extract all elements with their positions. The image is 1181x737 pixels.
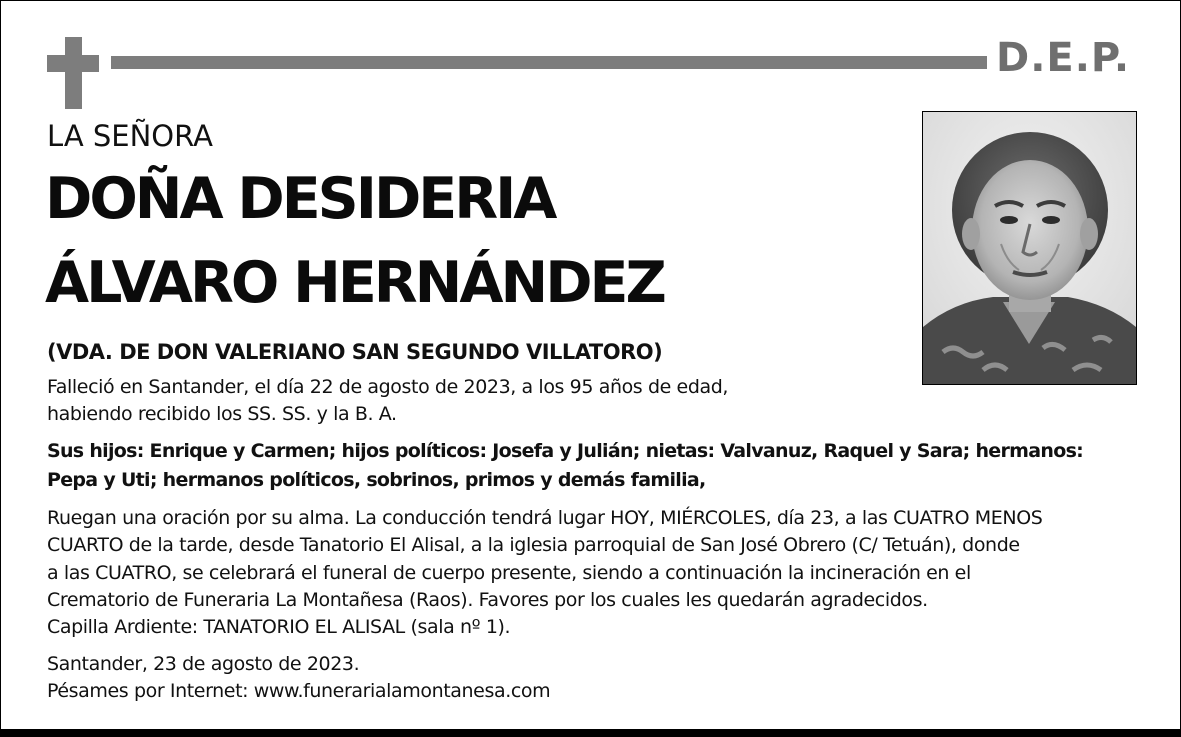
service-line: a las CUATRO, se celebrará el funeral de cuerpo presente, siendo a continuación la incineración en el [47,561,971,584]
death-notice-line: habiendo recibido los SS. SS. y la B. A. [47,403,397,425]
family-list [47,437,1083,495]
service-line: CUARTO de la tarde, desde Tanatorio El Alisal, a la iglesia parroquial de San José Obrero (C/ Tetuán), donde [47,534,1020,557]
service-line: Crematorio de Funeraria La Montañesa (Raos). Favores por los cuales les quedarán agradecidos. [47,588,928,611]
family-line: Sus hijos: Enrique y Carmen; hijos políticos: Josefa y Julián; nietas: Valvanuz, Raquel y Sara; hermanos: [47,440,1084,462]
death-notice-line: Falleció en Santander, el día 22 de agosto de 2023, a los 95 años de edad, [47,376,729,398]
widow-of-line: (VDA. DE DON VALERIANO SAN SEGUNDO VILLATORO) [47,340,663,364]
cross-icon-bar [47,55,99,72]
cross-icon [65,37,82,109]
condolences-website: Pésames por Internet: www.funerarialamontanesa.com [47,680,551,702]
header-rule [111,56,987,69]
death-notice [47,374,728,428]
portrait-photo [922,111,1137,385]
dep-heading: D.E.P. [996,35,1131,81]
chapel-line: Capilla Ardiente: TANATORIO EL ALISAL (sala nº 1). [47,616,511,639]
bottom-border [0,729,1181,737]
service-details [47,505,1042,641]
family-line: Pepa y Uti; hermanos políticos, sobrinos, primos y demás familia, [47,469,706,491]
place-date: Santander, 23 de agosto de 2023. [47,653,360,675]
service-line: Ruegan una oración por su alma. La conducción tendrá lugar HOY, MIÉRCOLES, día 23, a las CUATRO MENOS [47,507,1043,529]
closing [47,651,550,705]
deceased-name-line2: ÁLVARO HERNÁNDEZ [45,250,664,316]
deceased-name-line1: DOÑA DESIDERIA [45,166,555,232]
honorific-prefix: LA SEÑORA [47,119,213,153]
